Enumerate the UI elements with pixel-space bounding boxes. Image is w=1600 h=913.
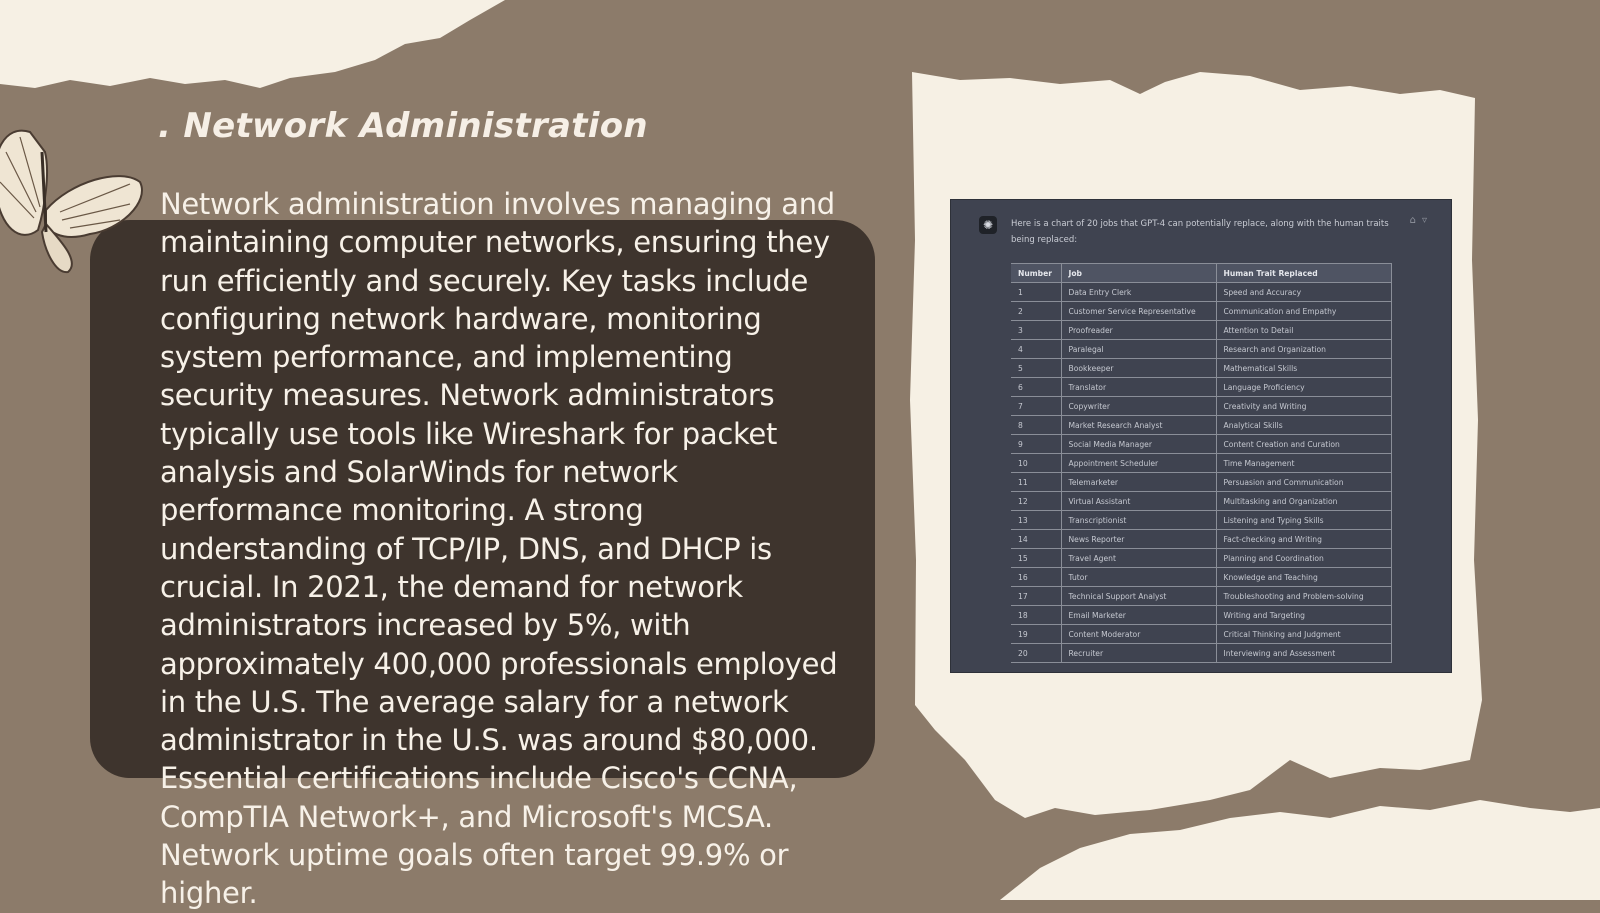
table-row [1011,302,1391,321]
table-row [1011,530,1391,549]
cell-job: Customer Service Representative [1061,302,1216,321]
cell-trait: Planning and Coordination [1216,549,1391,568]
table-row [1011,435,1391,454]
cell-number: 5 [1011,359,1061,378]
cell-trait: Communication and Empathy [1216,302,1391,321]
cell-trait: Writing and Targeting [1216,606,1391,625]
cell-trait: Time Management [1216,454,1391,473]
cell-number: 7 [1011,397,1061,416]
table-row [1011,625,1391,644]
cell-number: 13 [1011,511,1061,530]
cell-job: Data Entry Clerk [1061,283,1216,302]
table-row [1011,454,1391,473]
cell-trait: Troubleshooting and Problem-solving [1216,587,1391,606]
cell-job: Tutor [1061,568,1216,587]
cell-job: Virtual Assistant [1061,492,1216,511]
cell-job: Telemarketer [1061,473,1216,492]
table-row [1011,587,1391,606]
cell-number: 20 [1011,644,1061,663]
chat-screenshot [950,199,1452,673]
table-header-row [1011,264,1391,283]
cell-number: 12 [1011,492,1061,511]
cell-job: Transcriptionist [1061,511,1216,530]
cell-trait: Persuasion and Communication [1216,473,1391,492]
bottom-right-paper-scrap [1000,800,1600,900]
cell-job: Proofreader [1061,321,1216,340]
cell-job: Translator [1061,378,1216,397]
cell-job: Social Media Manager [1061,435,1216,454]
cell-job: Content Moderator [1061,625,1216,644]
table-row [1011,321,1391,340]
cell-number: 11 [1011,473,1061,492]
cell-trait: Fact-checking and Writing [1216,530,1391,549]
cell-trait: Multitasking and Organization [1216,492,1391,511]
column-header-job: Job [1061,264,1216,283]
cell-trait: Creativity and Writing [1216,397,1391,416]
chatbot-logo-icon: ✺ [979,216,997,234]
table-row [1011,644,1391,663]
cell-number: 14 [1011,530,1061,549]
cell-trait: Language Proficiency [1216,378,1391,397]
cell-job: News Reporter [1061,530,1216,549]
table-row [1011,606,1391,625]
table-row [1011,568,1391,587]
table-row [1011,397,1391,416]
cell-number: 10 [1011,454,1061,473]
table-row [1011,340,1391,359]
cell-trait: Analytical Skills [1216,416,1391,435]
top-left-paper-scrap [0,0,505,88]
cell-job: Paralegal [1061,340,1216,359]
cell-trait: Attention to Detail [1216,321,1391,340]
column-header-trait: Human Trait Replaced [1216,264,1391,283]
cell-trait: Knowledge and Teaching [1216,568,1391,587]
table-row [1011,473,1391,492]
table-row [1011,416,1391,435]
jobs-table [1011,263,1392,663]
cell-trait: Speed and Accuracy [1216,283,1391,302]
table-row [1011,511,1391,530]
cell-job: Technical Support Analyst [1061,587,1216,606]
cell-number: 17 [1011,587,1061,606]
cell-number: 18 [1011,606,1061,625]
body-paragraph: Network administration involves managing and maintaining computer networks, ensuring they run efficiently and securely. Key tasks include configuring network hardware, monitoring system performance, and implementing security measures. Network administrators typically use tools like Wireshark for packet analysis and SolarWinds for network performance monitoring. A strong understanding of TCP/IP, DNS, and DHCP is crucial. In 2021, the demand for network administrators increased by 5%, with approximately 400,000 professionals employed in the U.S. The average salary for a network administrator in the U.S. was around $80,000. Essential certifications include Cisco's CCNA, CompTIA Network+, and Microsoft's MCSA. Network uptime goals often target 99.9% or higher. [160,187,838,911]
thumbs-down-icon[interactable]: ▿ [1421,215,1433,226]
table-row [1011,549,1391,568]
thumbs-up-icon[interactable]: ⌂ [1409,215,1422,226]
column-header-number: Number [1011,264,1061,283]
table-row [1011,283,1391,302]
cell-number: 15 [1011,549,1061,568]
cell-number: 9 [1011,435,1061,454]
cell-number: 4 [1011,340,1061,359]
cell-job: Email Marketer [1061,606,1216,625]
cell-trait: Research and Organization [1216,340,1391,359]
cell-number: 19 [1011,625,1061,644]
cell-job: Bookkeeper [1061,359,1216,378]
table-row [1011,378,1391,397]
cell-trait: Mathematical Skills [1216,359,1391,378]
cell-number: 16 [1011,568,1061,587]
table-row [1011,359,1391,378]
message-actions[interactable] [1410,215,1433,226]
cell-job: Market Research Analyst [1061,416,1216,435]
cell-number: 3 [1011,321,1061,340]
slide-title: . Network Administration [158,106,648,146]
cell-trait: Listening and Typing Skills [1216,511,1391,530]
cell-job: Copywriter [1061,397,1216,416]
butterfly-icon [0,112,160,277]
cell-job: Recruiter [1061,644,1216,663]
cell-job: Appointment Scheduler [1061,454,1216,473]
cell-job: Travel Agent [1061,549,1216,568]
cell-number: 1 [1011,283,1061,302]
cell-number: 8 [1011,416,1061,435]
cell-number: 2 [1011,302,1061,321]
cell-trait: Content Creation and Curation [1216,435,1391,454]
chat-intro-text: Here is a chart of 20 jobs that GPT-4 can potentially replace, along with the human traits being replaced: [1011,219,1389,245]
table-body [1011,283,1391,663]
cell-trait: Interviewing and Assessment [1216,644,1391,663]
cell-trait: Critical Thinking and Judgment [1216,625,1391,644]
table-row [1011,492,1391,511]
cell-number: 6 [1011,378,1061,397]
